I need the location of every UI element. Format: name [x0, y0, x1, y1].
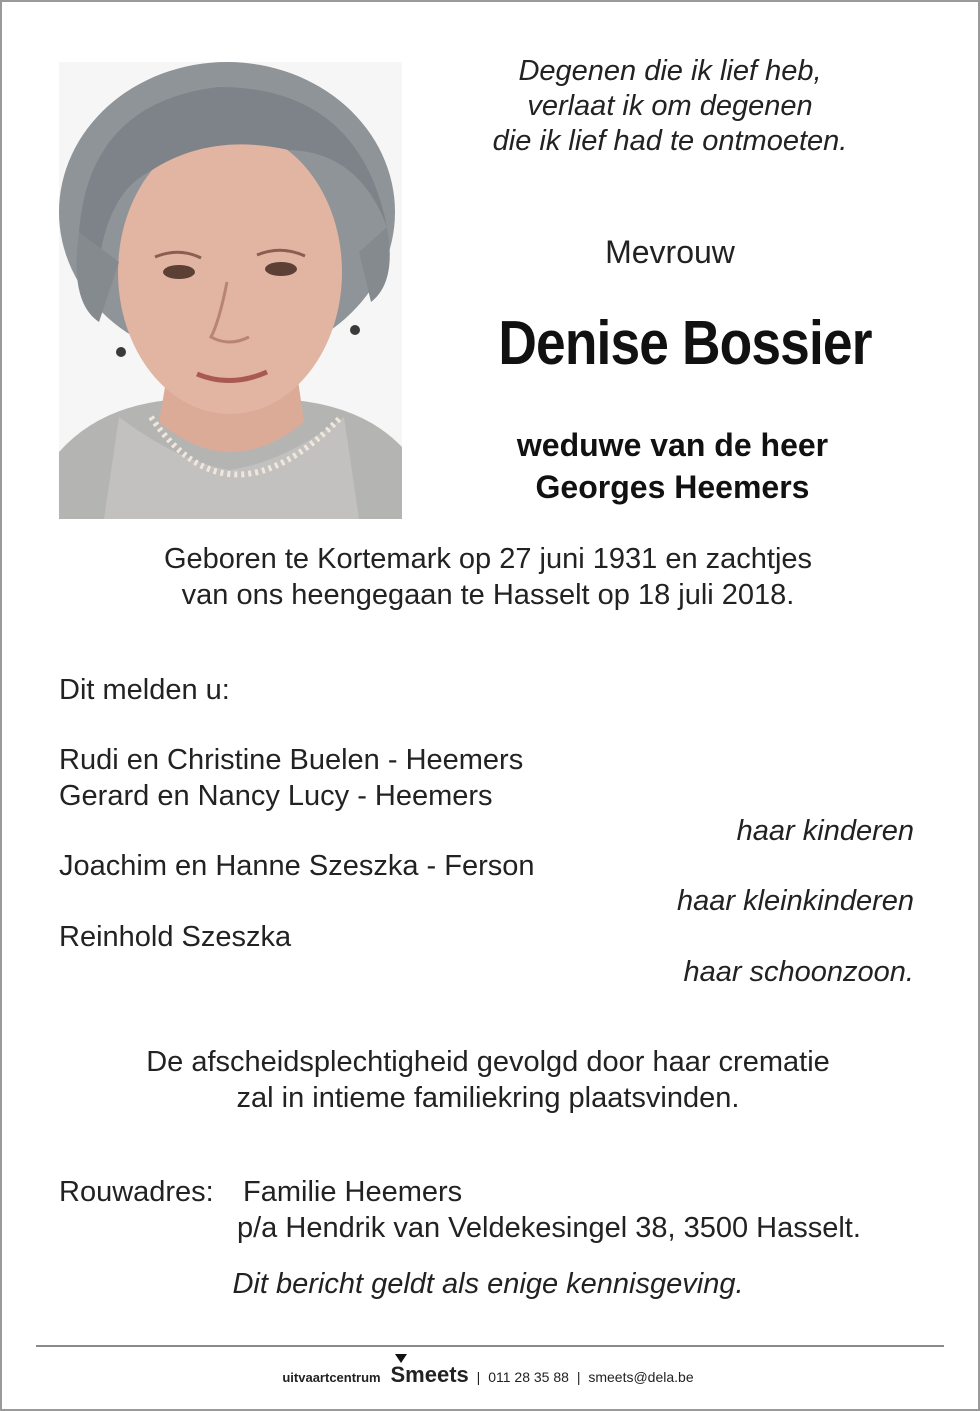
footer-email: smeets@dela.be — [588, 1369, 694, 1385]
address-label: Rouwadres: — [59, 1176, 214, 1208]
footer-divider — [36, 1345, 944, 1347]
widow-of — [440, 424, 905, 508]
ceremony-line: zal in intieme familiekring plaatsvinden. — [236, 1082, 740, 1114]
poem-line: verlaat ik om degenen — [527, 90, 813, 122]
footer-prefix: uitvaartcentrum — [282, 1370, 381, 1385]
widow-line: weduwe van de heer — [516, 427, 829, 463]
announce-intro: Dit melden u: — [59, 674, 230, 706]
family-member: Reinhold Szeszka — [59, 921, 292, 953]
spouse-name: Georges Heemers — [535, 469, 810, 505]
footer — [0, 1362, 976, 1388]
birth-line: Geboren te Kortemark op 27 juni 1931 en zachtjes — [163, 543, 813, 575]
birth-death-text — [0, 541, 976, 613]
address-name: Familie Heemers — [243, 1176, 463, 1208]
relation-label: haar kinderen — [736, 815, 914, 847]
salutation: Mevrouw — [605, 234, 735, 270]
poem — [440, 54, 900, 159]
footer-brand — [391, 1362, 469, 1387]
brand-text: Smeets — [390, 1362, 469, 1387]
portrait-photo — [59, 62, 402, 519]
brand-triangle-icon — [395, 1354, 407, 1363]
poem-line: Degenen die ik lief heb, — [518, 55, 822, 87]
family-member: Gerard en Nancy Lucy - Heemers — [59, 780, 493, 812]
poem-line: die ik lief had te ontmoeten. — [492, 125, 848, 157]
family-member: Rudi en Christine Buelen - Heemers — [59, 744, 524, 776]
death-line: van ons heengegaan te Hasselt op 18 juli 2018. — [181, 579, 795, 611]
footer-separator: | — [476, 1369, 481, 1385]
ceremony-text — [0, 1044, 976, 1116]
footer-separator: | — [576, 1369, 581, 1385]
deceased-name: Denise Bossier — [498, 309, 872, 378]
family-member: Joachim en Hanne Szeszka - Ferson — [59, 850, 535, 882]
ceremony-line: De afscheidsplechtigheid gevolgd door haar crematie — [146, 1046, 830, 1078]
footer-phone: 011 28 35 88 — [488, 1369, 569, 1385]
relation-label: haar schoonzoon. — [683, 956, 914, 988]
notice-text: Dit bericht geldt als enige kennisgeving. — [232, 1268, 744, 1300]
relation-label: haar kleinkinderen — [677, 885, 914, 917]
address-street: p/a Hendrik van Veldekesingel 38, 3500 Hasselt. — [237, 1212, 861, 1244]
